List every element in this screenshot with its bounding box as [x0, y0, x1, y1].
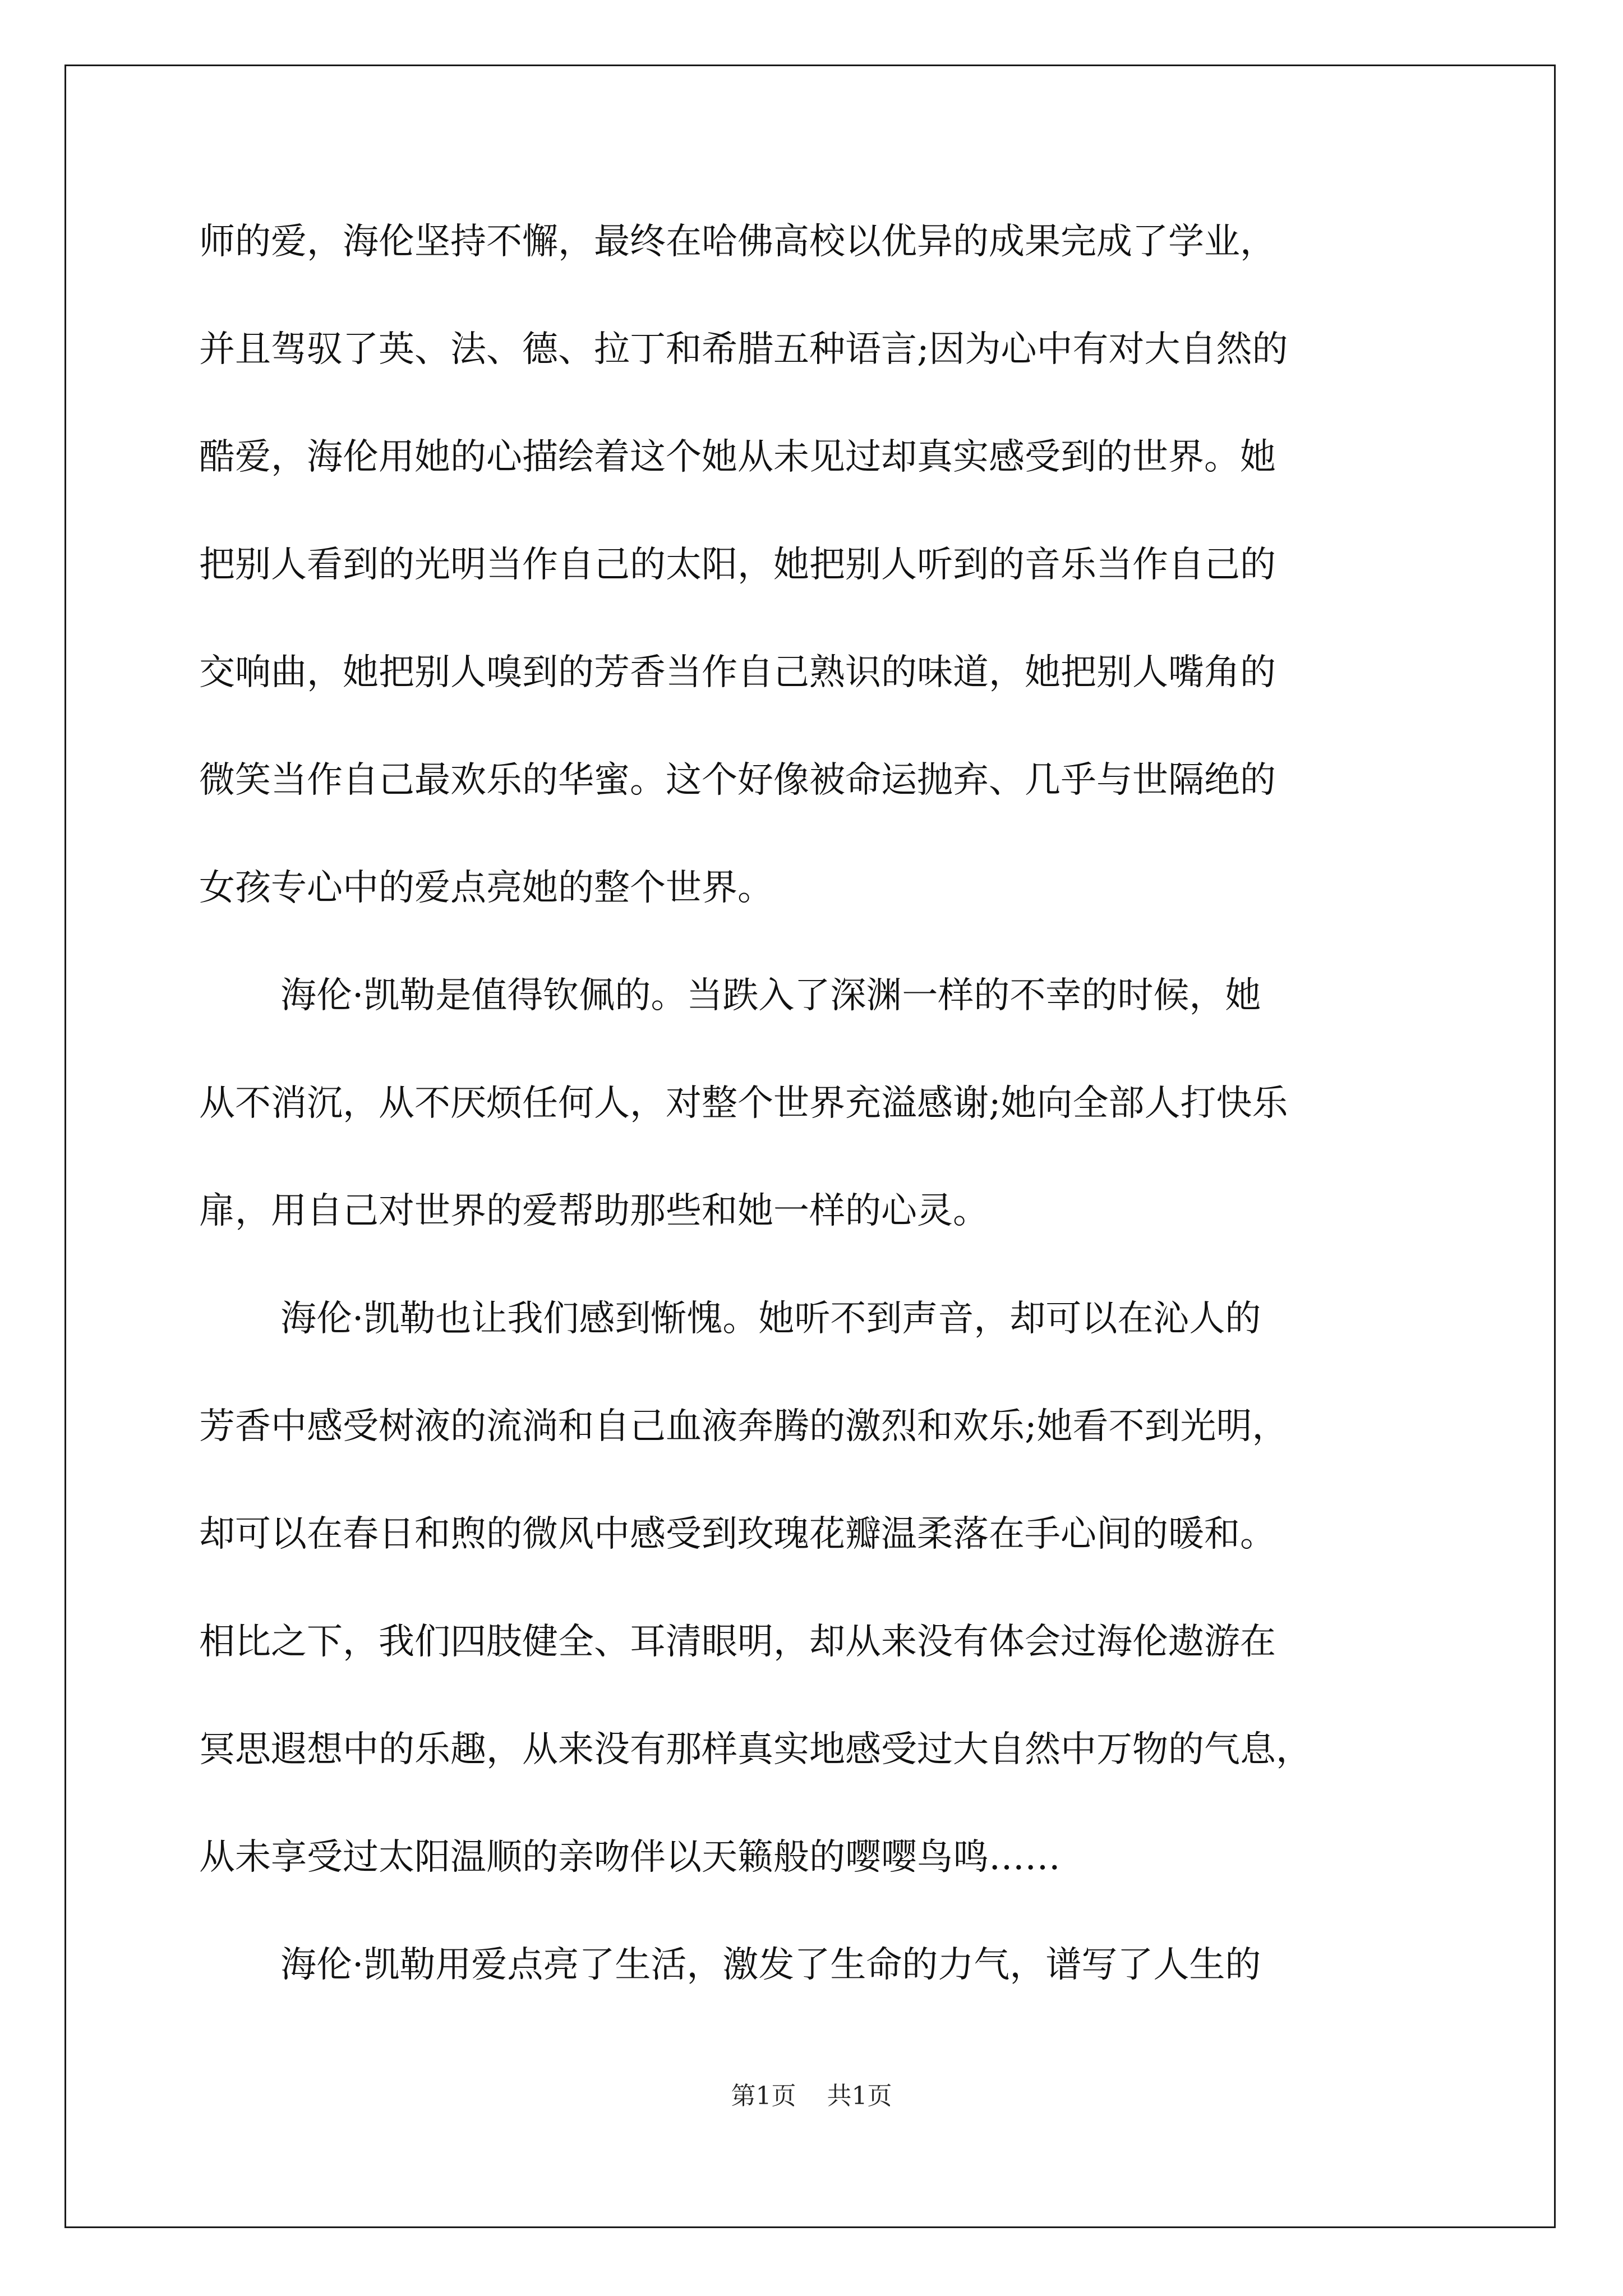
- text-line: 芳香中感受树液的流淌和自己血液奔腾的激烈和欢乐;她看不到光明，: [199, 1406, 1288, 1447]
- text-line: 师的爱，海伦坚持不懈，最终在哈佛高校以优异的成果完成了学业，: [199, 221, 1276, 263]
- text-line: 并且驾驭了英、法、德、拉丁和希腊五种语言;因为心中有对大自然的: [199, 329, 1288, 370]
- text-line: 海伦·凯勒用爱点亮了生活，激发了生命的力气，谱写了人生的: [280, 1944, 1261, 1986]
- text-line: 从不消沉，从不厌烦任何人，对整个世界充溢感谢;她向全部人打快乐: [199, 1083, 1288, 1124]
- document-body: [199, 188, 1433, 2019]
- text-line: 酷爱，海伦用她的心描绘着这个她从未见过却真实感受到的世界。她: [199, 436, 1276, 478]
- text-line: 却可以在春日和煦的微风中感受到玫瑰花瓣温柔落在手心间的暖和。: [199, 1513, 1276, 1555]
- text-line: 海伦·凯勒是值得钦佩的。当跌入了深渊一样的不幸的时候，她: [280, 975, 1261, 1016]
- text-line: 把别人看到的光明当作自己的太阳，她把别人听到的音乐当作自己的: [199, 544, 1276, 586]
- text-line: 微笑当作自己最欢乐的华蜜。这个好像被命运抛弃、几乎与世隔绝的: [199, 760, 1276, 801]
- text-line: 交响曲，她把别人嗅到的芳香当作自己熟识的味道，她把别人嘴角的: [199, 652, 1276, 693]
- text-line: 从未享受过太阳温顺的亲吻伴以天籁般的嘤嘤鸟鸣……: [199, 1837, 1061, 1878]
- page-number: 第1页: [731, 2082, 796, 2110]
- text-line: 女孩专心中的爱点亮她的整个世界。: [199, 867, 773, 909]
- text-line: 海伦·凯勒也让我们感到惭愧。她听不到声音，却可以在沁人的: [280, 1298, 1261, 1340]
- page-total: 共1页: [827, 2082, 892, 2110]
- text-line: 扉，用自己对世界的爱帮助那些和她一样的心灵。: [199, 1190, 989, 1232]
- text-line: 冥思遐想中的乐趣，从来没有那样真实地感受过大自然中万物的气息，: [199, 1729, 1312, 1770]
- text-line: 相比之下，我们四肢健全、耳清眼明，却从来没有体会过海伦遨游在: [199, 1621, 1276, 1663]
- page-footer: [0, 2076, 1623, 2111]
